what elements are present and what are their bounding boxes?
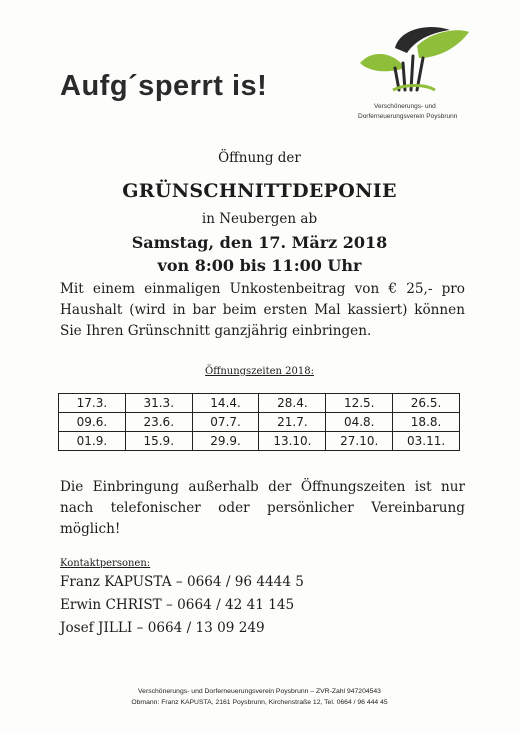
leaf-logo-icon — [355, 18, 475, 96]
table-cell: 27.10. — [326, 432, 393, 451]
footer-line-2: Obmann: Franz KAPUSTA, 2161 Poysbrunn, Kirchenstraße 12, Tel. 0664 / 96 444 45 — [131, 699, 388, 706]
table-cell: 14.4. — [192, 394, 259, 413]
table-cell: 29.9. — [192, 432, 259, 451]
table-cell: 09.6. — [59, 413, 126, 432]
table-cell: 31.3. — [125, 394, 192, 413]
logo-org-line-1: Verschönerungs- und — [374, 103, 436, 110]
table-cell: 21.7. — [259, 413, 326, 432]
footer-line-1: Verschönerungs- und Dorferneuerungsverein Poysbrunn – ZVR-Zahl 947204543 — [138, 688, 381, 695]
table-cell: 04.8. — [326, 413, 393, 432]
table-cell: 03.11. — [393, 432, 460, 451]
contact-person: Franz KAPUSTA – 0664 / 96 4444 5 — [60, 574, 304, 590]
contact-person: Erwin CHRIST – 0664 / 42 41 145 — [60, 597, 295, 613]
table-cell: 12.5. — [326, 394, 393, 413]
body-text: Mit einem einmaligen Unkostenbeitrag von € 25,- pro Haushalt (wird in bar beim ersten Mal kassiert) können Sie Ihren Grünschnitt ganzjährig einbringen. — [60, 281, 465, 339]
event-date: Samstag, den 17. März 2018 — [131, 233, 388, 252]
table-row — [59, 394, 460, 413]
event-title: GRÜNSCHNITTDEPONIE — [122, 180, 397, 202]
opening-times-table — [58, 393, 460, 451]
intro-text: Öffnung der — [218, 150, 301, 166]
opening-times-label: Öffnungszeiten 2018: — [205, 366, 314, 377]
event-place: in Neubergen ab — [201, 211, 318, 227]
table-cell: 26.5. — [393, 394, 460, 413]
contact-person: Josef JILLI – 0664 / 13 09 249 — [60, 620, 265, 636]
note-text: Die Einbringung außerhalb der Öffnungszeiten ist nur nach telefonischer oder persönlicher Vereinbarung möglich! — [60, 479, 465, 537]
event-time: von 8:00 bis 11:00 Uhr — [157, 256, 362, 275]
table-cell: 28.4. — [259, 394, 326, 413]
club-logo — [355, 18, 475, 96]
table-row — [59, 432, 460, 451]
table-cell: 07.7. — [192, 413, 259, 432]
table-cell: 18.8. — [393, 413, 460, 432]
table-cell: 01.9. — [59, 432, 126, 451]
table-cell: 17.3. — [59, 394, 126, 413]
table-cell: 23.6. — [125, 413, 192, 432]
logo-org-line-2: Dorferneuerungsverein Poysbrunn — [358, 113, 458, 120]
table-cell: 15.9. — [125, 432, 192, 451]
headline: Aufg´sperrt is! — [60, 70, 268, 102]
table-row — [59, 413, 460, 432]
contacts-label: Kontaktpersonen: — [60, 558, 151, 569]
table-cell: 13.10. — [259, 432, 326, 451]
